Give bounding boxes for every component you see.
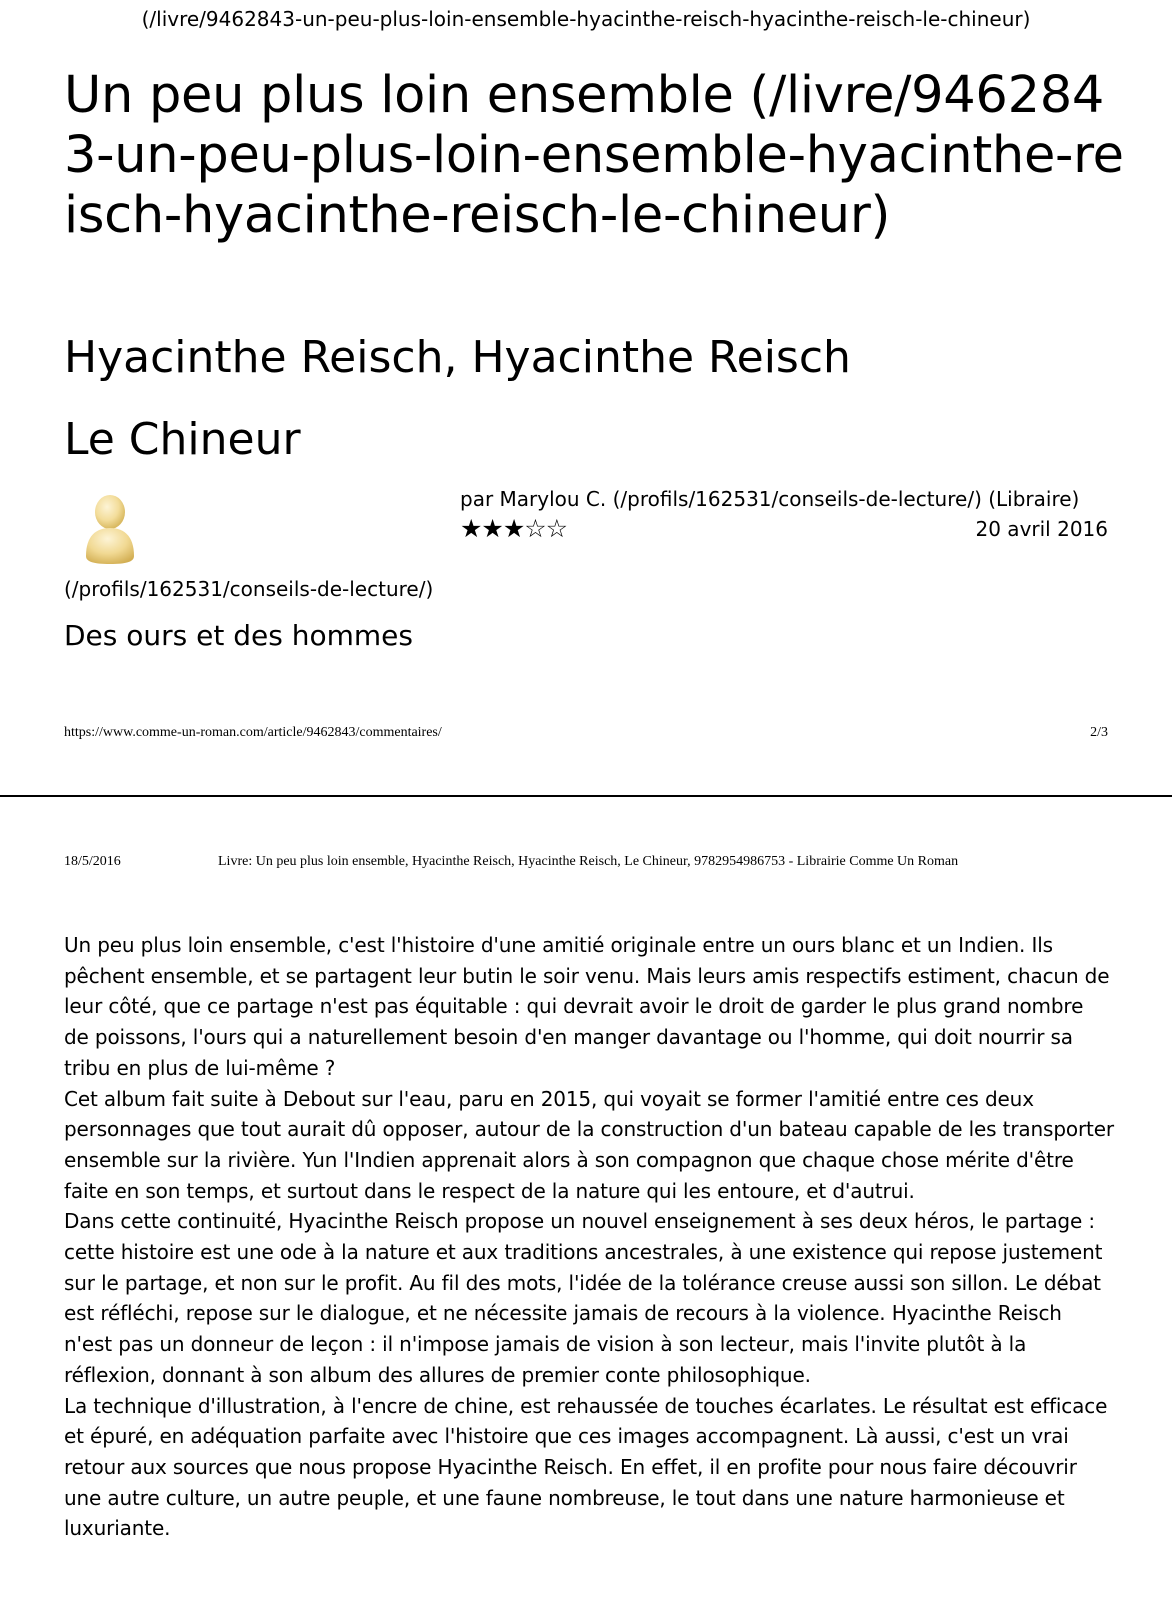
rating-filled-stars: ★★★ — [460, 514, 525, 543]
review-title: Des ours et des hommes — [64, 619, 413, 652]
print-header-title: Livre: Un peu plus loin ensemble, Hyacinthe Reisch, Hyacinthe Reisch, Le Chineur, 9782954986753 - Librairie Comme Un Roman — [218, 854, 959, 869]
review-body — [64, 930, 1114, 1544]
book-authors: Hyacinthe Reisch, Hyacinthe Reisch — [64, 332, 851, 383]
rating-stars — [460, 514, 567, 544]
review-date: 20 avril 2016 — [975, 517, 1108, 541]
book-publisher: Le Chineur — [64, 414, 301, 465]
printed-page-2 — [0, 0, 1172, 796]
print-footer-page-number: 2/3 — [1090, 725, 1108, 740]
printed-page-3 — [0, 797, 1172, 1603]
review-byline[interactable]: par Marylou C. (/profils/162531/conseils-de-lecture/) (Libraire) — [460, 487, 1080, 511]
rating-empty-stars: ☆☆ — [524, 514, 568, 543]
review-paragraph: La technique d'illustration, à l'encre de chine, est rehaussée de touches écarlates. Le résultat est efficace et épuré, en adéquation parfaite avec l'histoire que ces images accompagnent. Là aussi, c'est un vrai retour aux sources que nous propose Hyacinthe Reisch. En effet, il en profite pour nous faire découvrir une autre culture, un autre peuple, et une faune nombreuse, le tout dans une nature harmonieuse et luxuriante. — [64, 1393, 1108, 1541]
user-avatar-icon[interactable] — [82, 492, 138, 564]
print-footer-url: https://www.comme-un-roman.com/article/9462843/commentaires/ — [64, 725, 442, 740]
print-header-date: 18/5/2016 — [64, 854, 121, 869]
review-paragraph: Un peu plus loin ensemble, c'est l'histoire d'une amitié originale entre un ours blanc et un Indien. Ils pêchent ensemble, et se partagent leur butin le soir venu. Mais leurs amis respectifs estiment, chacun de leur côté, que ce partage n'est pas équitable : qui devrait avoir le droit de garder le plus grand nombre de poissons, l'ours qui a naturellement besoin d'en manger davantage ou l'homme, qui doit nourrir sa tribu en plus de lui-même ? — [64, 933, 1110, 1080]
book-title: Un peu plus loin ensemble (/livre/9462843-un-peu-plus-loin-ensemble-hyacinthe-reisch-hyacinthe-reisch-le-chineur) — [64, 66, 1124, 245]
profile-link[interactable]: (/profils/162531/conseils-de-lecture/) — [64, 577, 434, 601]
review-paragraph: Cet album fait suite à Debout sur l'eau, paru en 2015, qui voyait se former l'amitié entre ces deux personnages que tout aurait dû opposer, autour de la construction d'un bateau capable de les transporter ensemble sur la rivière. Yun l'Indien apprenait alors à son compagnon que chaque chose mérite d'être faite en son temps, et surtout dans le respect de la nature qui les entoure, et d'autrui. — [64, 1086, 1114, 1203]
review-paragraph: Dans cette continuité, Hyacinthe Reisch propose un nouvel enseignement à ses deux héros, le partage : cette histoire est une ode à la nature et aux traditions ancestrales, à une existence qui repose justement sur le partage, et non sur le profit. Au fil des mots, l'idée de la tolérance creuse aussi son sillon. Le débat est réfléchi, repose sur le dialogue, et ne nécessite jamais de recours à la violence. Hyacinthe Reisch n'est pas un donneur de leçon : il n'impose jamais de vision à son lecteur, mais l'invite plutôt à la réflexion, donnant à son album des allures de premier conte philosophique. — [64, 1209, 1103, 1387]
book-link-text[interactable]: (/livre/9462843-un-peu-plus-loin-ensemble-hyacinthe-reisch-hyacinthe-reisch-le-chineur) — [141, 7, 1031, 31]
